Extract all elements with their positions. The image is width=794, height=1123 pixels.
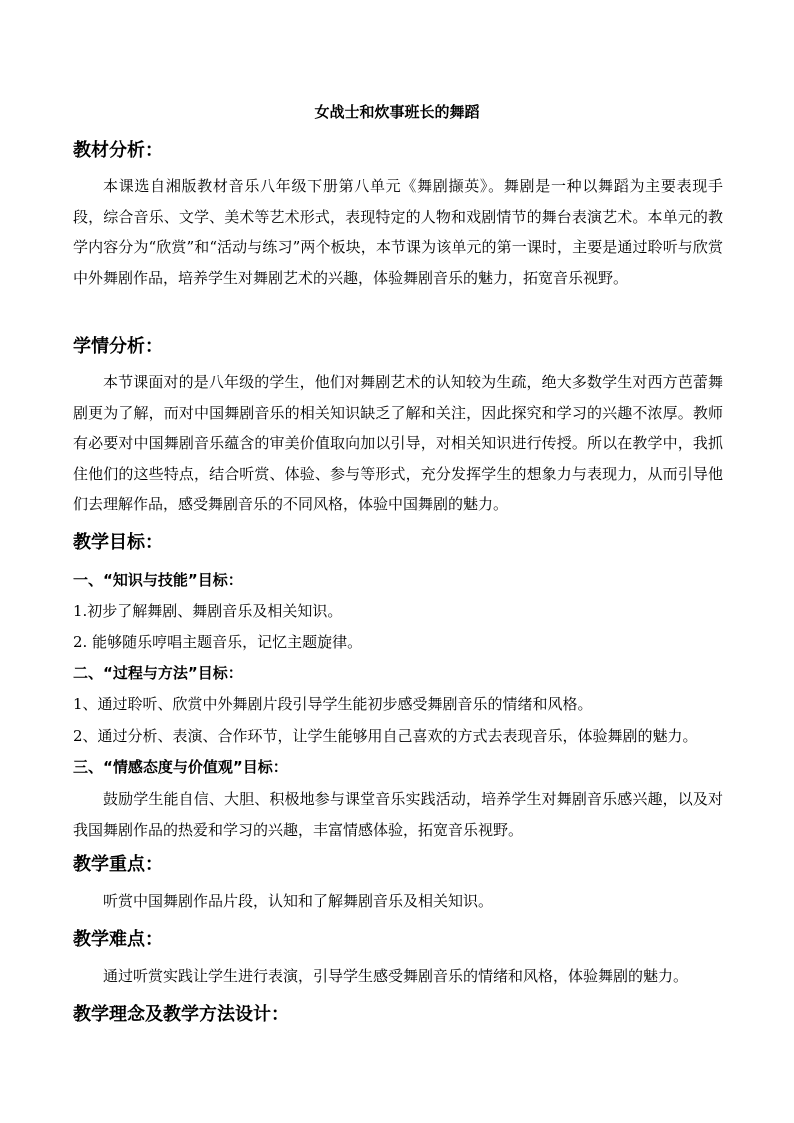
heading-teaching-difficulty: 教学难点： (73, 929, 163, 950)
goal-item-2: 2. 能够随乐哼唱主题音乐，记忆主题旋律。 (73, 633, 363, 651)
goal-item-3: 1、通过聆听、欣赏中外舞剧片段引导学生能初步感受舞剧音乐的情绪和风格。 (73, 695, 593, 713)
goal-item-5: 鼓励学生能自信、大胆、积极地参与课堂音乐实践活动，培养学生对舞剧音乐感兴趣，以及对我国舞剧作品的热爱和学习的兴趣，丰富情感体验，拓宽音乐视野。 (73, 790, 723, 839)
paragraph-teaching-difficulty: 通过听赏实践让学生进行表演，引导学生感受舞剧音乐的情绪和风格，体验舞剧的魅力。 (103, 967, 689, 985)
goal-item-4: 2、通过分析、表演、合作环节，让学生能够用自己喜欢的方式去表现音乐，体验舞剧的魅力。 (73, 727, 698, 745)
document-title: 女战士和炊事班长的舞蹈 (314, 103, 480, 121)
goal-item-1: 1.初步了解舞剧、舞剧音乐及相关知识。 (73, 602, 343, 620)
heading-student-analysis: 学情分析： (73, 336, 163, 357)
goal-subheading-attitude: 三、“情感态度与价值观”目标： (73, 758, 288, 776)
heading-teaching-focus: 教学重点： (73, 854, 163, 875)
heading-textbook-analysis: 教材分析： (73, 140, 163, 161)
heading-teaching-method: 教学理念及教学方法设计： (73, 1004, 289, 1025)
paragraph-teaching-focus: 听赏中国舞剧作品片段，认知和了解舞剧音乐及相关知识。 (103, 892, 494, 910)
goal-subheading-knowledge: 一、“知识与技能”目标： (73, 571, 243, 589)
goal-subheading-process: 二、“过程与方法”目标： (73, 664, 243, 682)
heading-teaching-goals: 教学目标： (73, 532, 163, 553)
paragraph-textbook-analysis: 本课选自湘版教材音乐八年级下册第八单元《舞剧撷英》。舞剧是一种以舞蹈为主要表现手段，综合音乐、文学、美术等艺术形式，表现特定的人物和戏剧情节的舞台表演艺术。本单元的教学内容分为“欣赏”和“活动与练习”两个板块，本节课为该单元的第一课时，主要是通过聆听与欣赏中外舞剧作品，培养学生对舞剧艺术的兴趣，体验舞剧音乐的魅力，拓宽音乐视野。 (73, 177, 723, 287)
paragraph-student-analysis: 本节课面对的是八年级的学生，他们对舞剧艺术的认知较为生疏，绝大多数学生对西方芭蕾舞剧更为了解，而对中国舞剧音乐的相关知识缺乏了解和关注，因此探究和学习的兴趣不浓厚。教师有必要对中国舞剧音乐蕴含的审美价值取向加以引导，对相关知识进行传授。所以在教学中，我抓住他们的这些特点，结合听赏、体验、参与等形式，充分发挥学生的想象力与表现力，从而引导他们去理解作品，感受舞剧音乐的不同风格，体验中国舞剧的魅力。 (73, 373, 723, 513)
